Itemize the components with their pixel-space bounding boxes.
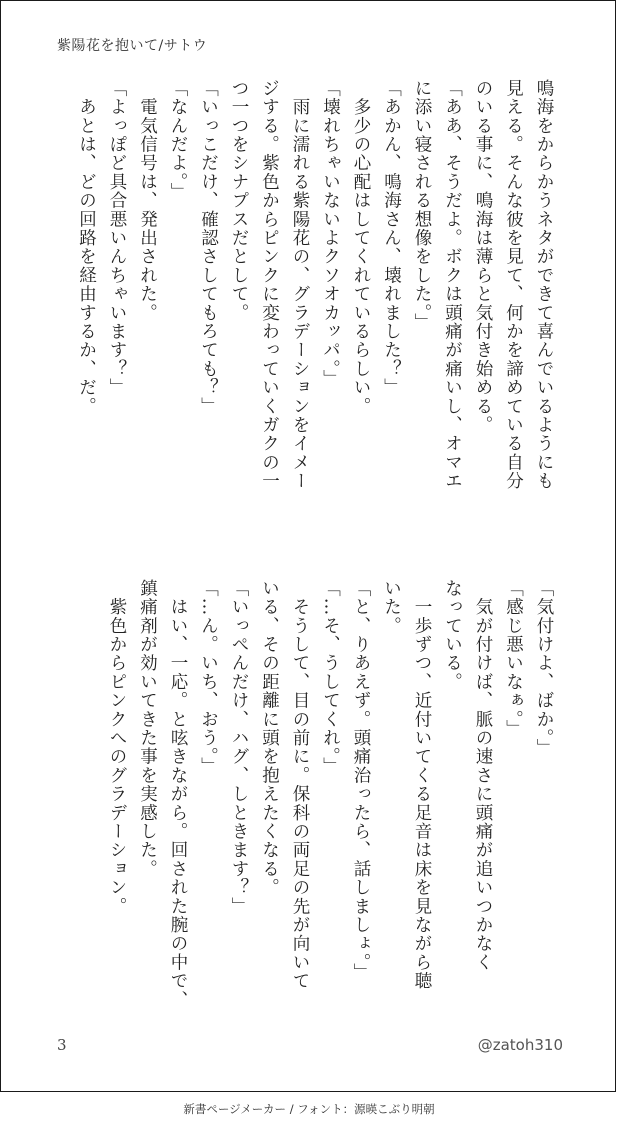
page-number: 3 [57, 1036, 67, 1054]
author-handle: @zatoh310 [477, 1036, 563, 1054]
text-line: 「気付けよ、ばか。」 [534, 579, 554, 758]
text-line: そうして、目の前に。保科の両足の先が向いて [290, 579, 310, 991]
lower-text-block [29, 579, 559, 1011]
text-line: 「いっぺんだけ、ハグ、しときます？」 [229, 579, 249, 916]
text-line: 見える。そんな彼を見て、何かを諦めている自分 [503, 79, 524, 491]
text-line: 鎮痛剤が効いてきた事を実感した。 [137, 579, 158, 879]
text-line: 「なんだよ。」 [168, 79, 188, 202]
upper-text-block [29, 79, 559, 519]
text-line: のいる事に、鳴海は薄らと気付き始める。 [473, 79, 493, 435]
text-line: 電気信号は、発出された。 [137, 79, 158, 323]
text-line: に添い寝される想像をした。」 [412, 79, 432, 333]
text-line: はい、一応。と呟きながら。回された腕の中で、 [168, 579, 188, 1010]
text-line: なっている。 [442, 579, 463, 692]
page-title: 紫陽花を抱いて/サトウ [57, 38, 208, 54]
text-line: つ一つをシナプスだとして。 [229, 79, 249, 323]
text-line: 「いっこだけ、確認さしてもろても？」 [198, 79, 219, 416]
text-line: いた。 [381, 579, 402, 636]
text-line: 気が付けば、脈の速さに頭痛が追いつかなく [473, 579, 493, 972]
text-line: 「感じ悪いなぁ。」 [503, 579, 524, 739]
text-line: 「ああ、そうだよ。ボクは頭痛が痛いし、オマエ [442, 79, 463, 491]
text-line: 「あかん、鳴海さん、壊れました？」 [381, 79, 402, 397]
text-line: ジする。紫色からピンクに変わっていくガクの一 [259, 79, 280, 491]
generator-credit: 新書ページメーカー / フォント：源暎こぶり明朝 [183, 1102, 435, 1116]
text-line: 「よっぽど具合悪いんちゃいます？」 [107, 79, 127, 397]
text-line: 「壊れちゃいないよクソオカッパ。」 [320, 79, 341, 389]
text-line: いる、その距離に頭を抱えたくなる。 [259, 579, 280, 897]
text-line: 「と、りあえず。頭痛治ったら、話しましょ。」 [351, 579, 371, 982]
text-line: 「…そ、うしてくれ。」 [320, 579, 341, 776]
text-line: 多少の心配はしてくれているらしい。 [351, 79, 371, 416]
text-line: 雨に濡れる紫陽花の、グラデーションをイメー [290, 79, 310, 491]
text-line: 「…ん。いち、おう。」 [198, 579, 219, 776]
text-line: あとは、どの回路を経由するか、だ。 [76, 79, 97, 416]
text-line: 鳴海をからかうネタができて喜んでいるようにも [534, 79, 554, 491]
text-line: 紫色からピンクへのグラデーション。 [107, 579, 127, 916]
text-line: 一歩ずつ、近付いてくる足音は床を見ながら聴 [412, 579, 432, 991]
